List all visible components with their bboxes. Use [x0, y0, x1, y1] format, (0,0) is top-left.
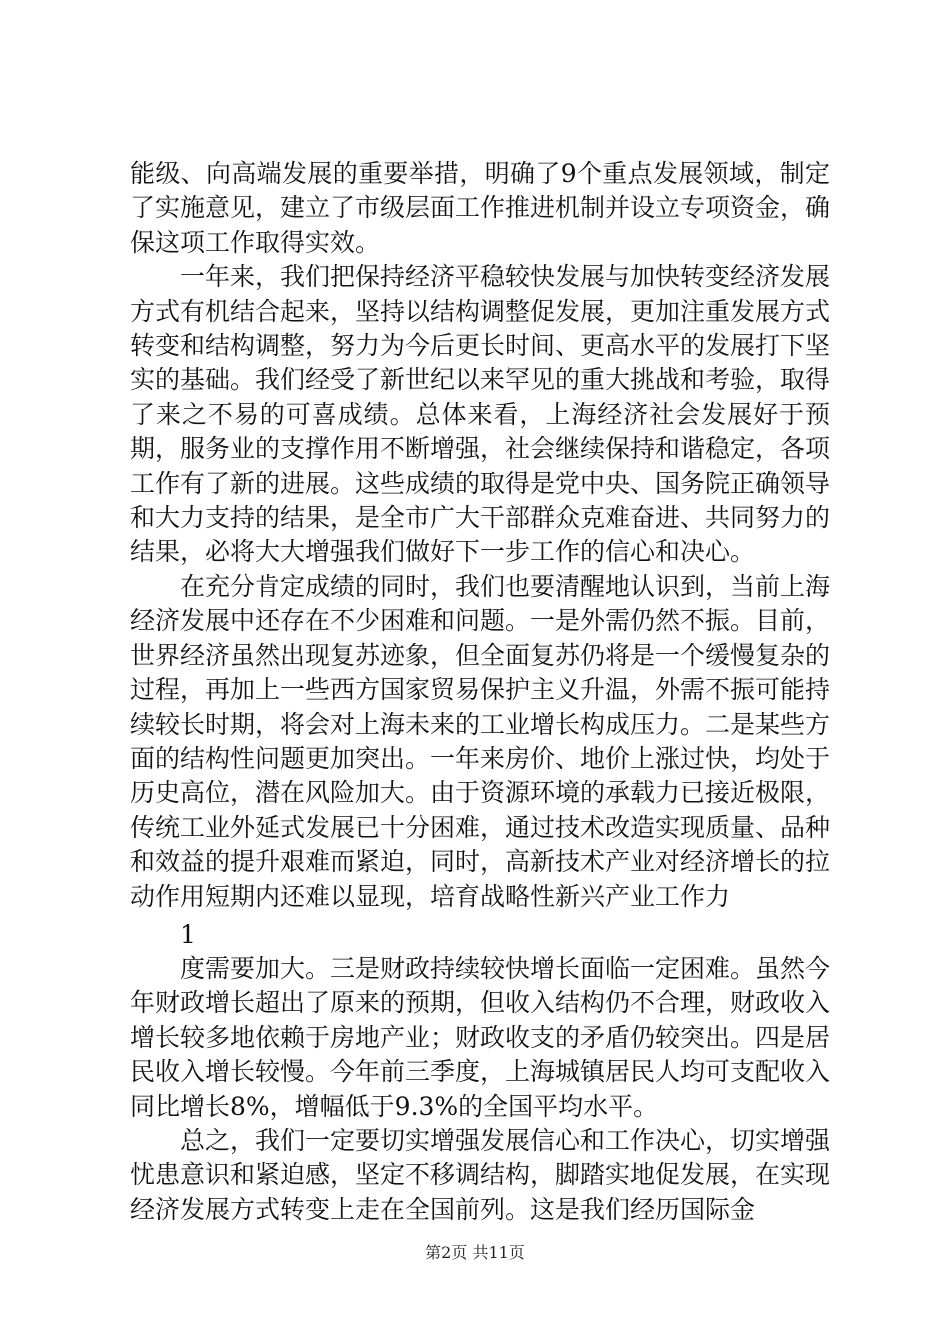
paragraph-conclusion: 总之，我们一定要切实增强发展信心和工作决心，切实增强忧患意识和紧迫感，坚定不移调结构，脚踏实地促发展，在实现经济发展方式转变上走在全国前列。这是我们经历国际金	[130, 1125, 831, 1224]
inline-page-number: 1	[180, 919, 196, 949]
paragraph-problems-continued: 度需要加大。三是财政持续较快增长面临一定困难。虽然今年财政增长超出了原来的预期，但收入结构仍不合理，财政收入增长较多地依赖于房地产业；财政收支的矛盾仍较突出。四是居民收入增长较慢。今年前三季度，上海城镇居民人均可支配收入同比增长8%，增幅低于9.3%的全国平均水平。	[130, 953, 831, 1121]
paragraph-continuation: 能级、向高端发展的重要举措，明确了9个重点发展领域，制定了实施意见，建立了市级层面工作推进机制并设立专项资金，确保这项工作取得实效。	[130, 159, 831, 257]
paragraph-achievements: 一年来，我们把保持经济平稳较快发展与加快转变经济发展方式有机结合起来，坚持以结构调整促发展，更加注重发展方式转变和结构调整，努力为今后更长时间、更高水平的发展打下坚实的基础。我们经受了新世纪以来罕见的重大挑战和考验，取得了来之不易的可喜成绩。总体来看，上海经济社会发展好于预期，服务业的支撑作用不断增强，社会继续保持和谐稳定，各项工作有了新的进展。这些成绩的取得是党中央、国务院正确领导和大力支持的结果，是全市广大干部群众克难奋进、共同努力的结果，必将大大增强我们做好下一步工作的信心和决心。	[130, 262, 831, 567]
document-body	[130, 157, 830, 1227]
page-footer: 第2页 共11页	[425, 1243, 525, 1262]
paragraph-problems: 在充分肯定成绩的同时，我们也要清醒地认识到，当前上海经济发展中还存在不少困难和问题。一是外需仍然不振。目前，世界经济虽然出现复苏迹象，但全面复苏仍将是一个缓慢复杂的过程，再加上一些西方国家贸易保护主义升温，外需不振可能持续较长时期，将会对上海未来的工业增长构成压力。二是某些方面的结构性问题更加突出。一年来房价、地价上涨过快，均处于历史高位，潜在风险加大。由于资源环境的承载力已接近极限，传统工业外延式发展已十分困难，通过技术改造实现质量、品种和效益的提升艰难而紧迫，同时，高新技术产业对经济增长的拉动作用短期内还难以显现，培育战略性新兴产业工作力	[130, 571, 831, 911]
